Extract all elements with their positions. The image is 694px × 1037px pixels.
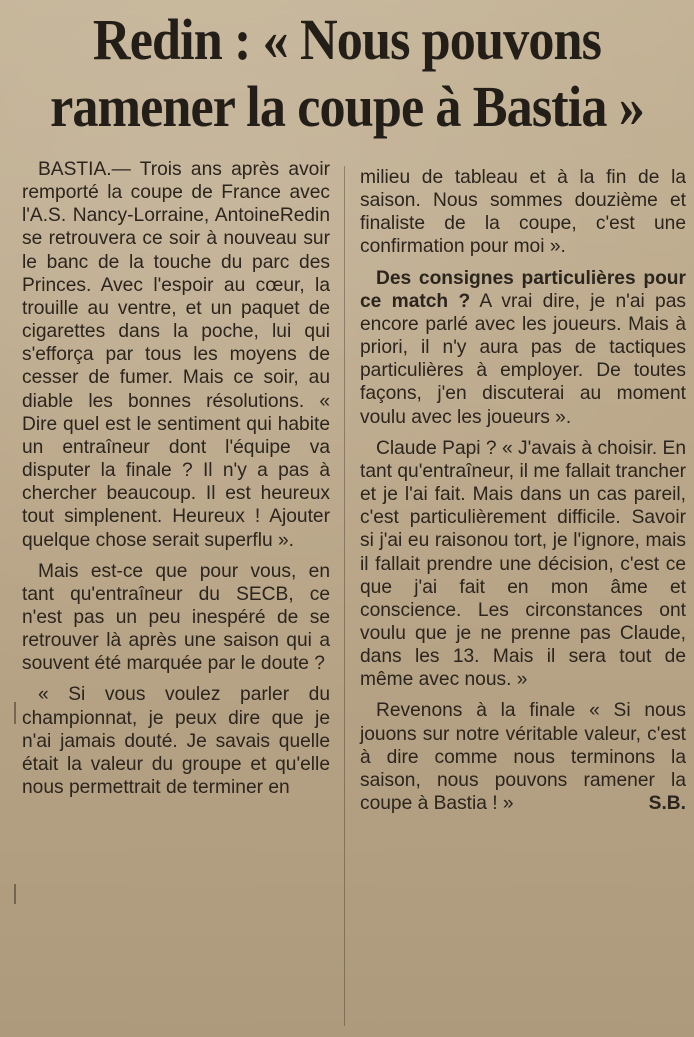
article-column-right: [360, 166, 686, 815]
lead-paragraph: BASTIA.— Trois ans après avoir remporté la coupe de France avec l'A.S. Nancy-Lorraine, AntoineRedin se retrouvera ce soir à nouveau sur le banc de la touche du parc des Princes. Avec l'espoir au cœur, la trouille au ventre, et un paquet de cigarettes dans la poche, lui qui s'efforça par tous les moyens de cesser de fumer. Mais ce soir, au diable les bonnes résolutions. « Dire quel est le sentiment qui habite un entraîneur dont l'équipe va disputer la finale ? Il n'y a pas à chercher beaucoup. Il est heureux tout simplenent. Heureux ! Ajouter quelque chose serait superflu ».: [22, 159, 330, 551]
papi-paragraph: Claude Papi ? « J'avais à choisir. En tant qu'entraîneur, il me fallait trancher et je l'ai fait. Mais dans un cas pareil, c'est particulièrement difficile. Savoir si j'ai eu raisonou tort, je l'ignore, mais il fallait prendre une décision, c'est ce que j'ai fait en mon âme et conscience. Les circonstances ont voulu que je ne prenne pas Claude, dans les 13. Mais il sera tout de même avec nous. »: [360, 437, 686, 691]
finale-paragraph: [360, 699, 686, 815]
margin-mark: [14, 884, 16, 904]
article-column-left: [22, 158, 330, 799]
author-signature: S.B.: [648, 793, 686, 815]
headline-line-2: ramener la coupe à Bastia »: [50, 74, 644, 139]
column-divider: [344, 166, 345, 1026]
question-paragraph: Mais est-ce que pour vous, en tant qu'entraîneur du SECB, ce n'est pas un peu inespéré de se retrouver là après une saison qui a souvent été marquée par le doute ?: [22, 560, 330, 675]
headline: [35, 6, 660, 140]
continued-paragraph: milieu de tableau et à la fin de la saison. Nous sommes douzième et finaliste de la coupe, c'est une confirmation pour moi ».: [360, 167, 686, 258]
bold-question: Des consignes particulières pour ce match ?: [360, 267, 686, 312]
margin-mark: [14, 702, 16, 724]
consignes-answer: A vrai dire, je n'ai pas encore parlé avec les joueurs. Mais à priori, il n'y aura pas de tactiques particulières à employer. De toutes façons, j'en discuterai au moment voulu avec les joueurs ».: [360, 290, 686, 428]
headline-line-1: Redin : « Nous pouvons: [92, 7, 602, 72]
finale-text: Revenons à la finale « Si nous jouons sur notre véritable valeur, c'est à dire comme nous terminons la saison, nous pouvons ramener la coupe à Bastia ! »: [360, 700, 686, 815]
consignes-paragraph: [360, 267, 686, 429]
answer-paragraph: « Si vous voulez parler du championnat, je peux dire que je n'ai jamais douté. Je savais quelle était la valeur du groupe et qu'elle nous permettrait de terminer en: [22, 684, 330, 799]
